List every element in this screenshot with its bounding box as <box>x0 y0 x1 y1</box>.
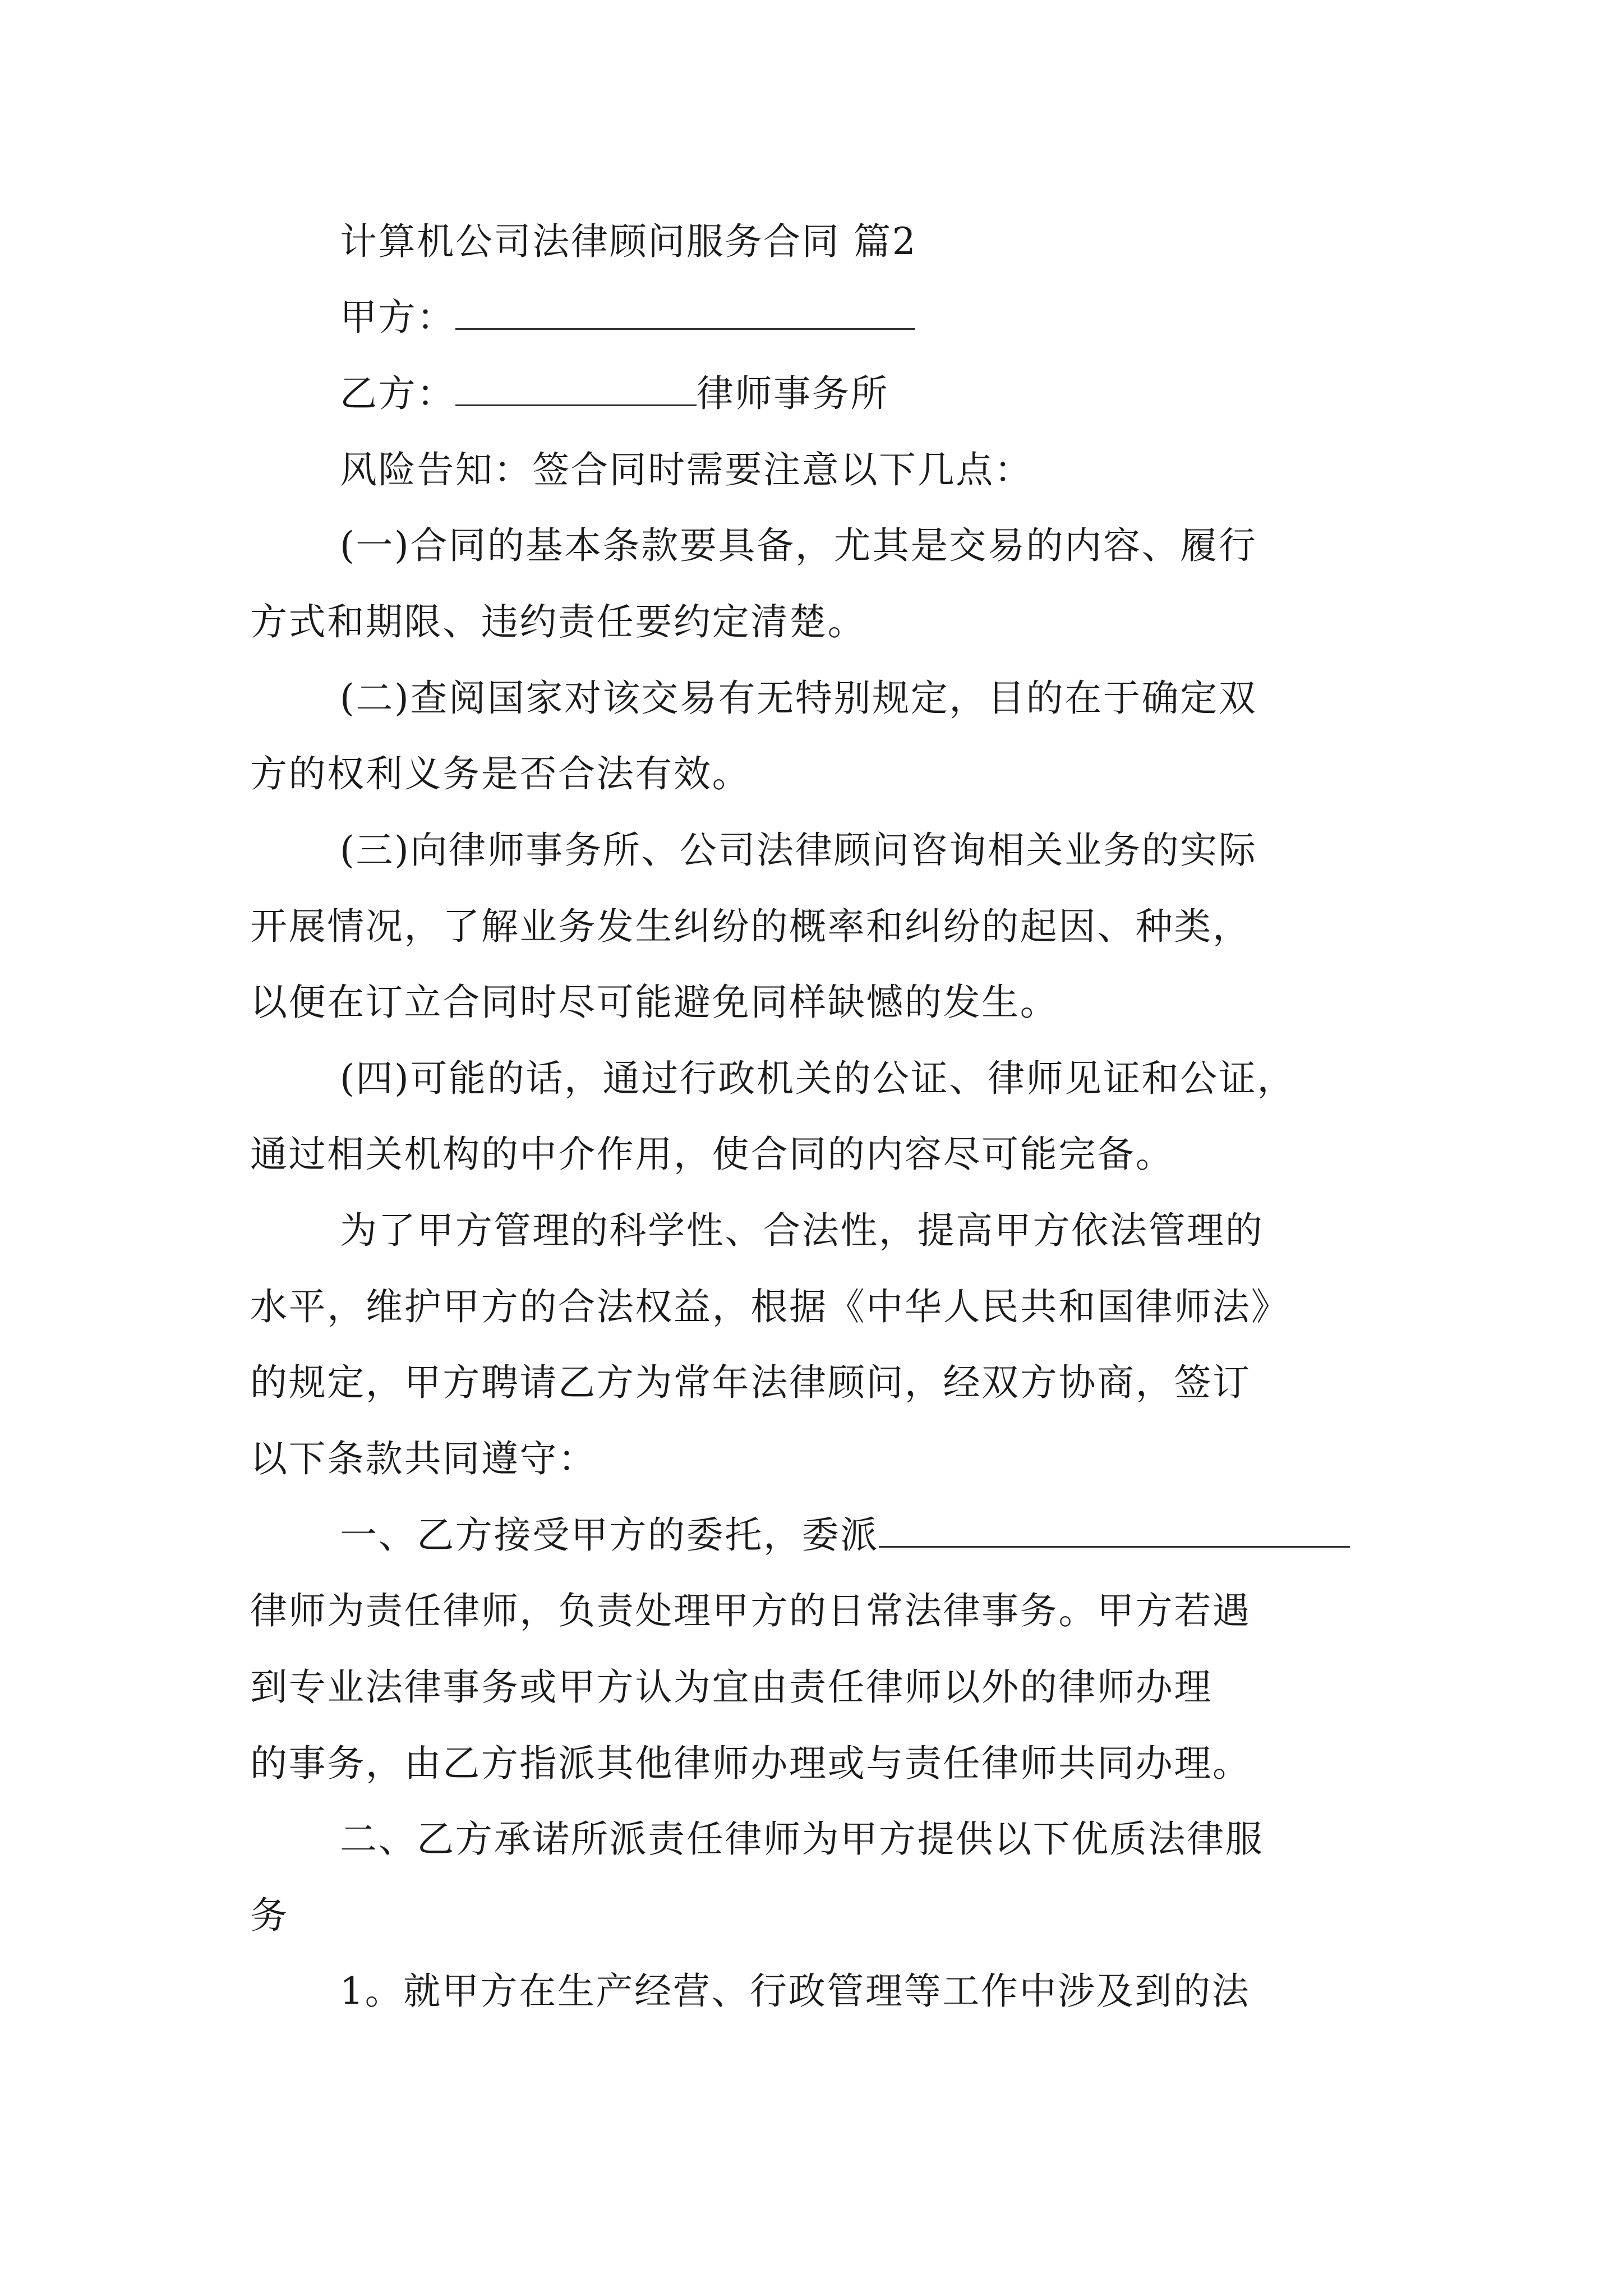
paragraph-line: 水平，维护甲方的合法权益，根据《中华人民共和国律师法》 <box>250 1285 1290 1328</box>
party-b-blank <box>455 404 697 406</box>
party-b-label: 乙方： <box>340 372 455 415</box>
paragraph-line: (三)向律师事务所、公司法律顾问咨询相关业务的实际 <box>340 829 1257 872</box>
clause-one-line <box>340 1513 1350 1557</box>
party-b-suffix: 律师事务所 <box>696 372 889 415</box>
paragraph-line: (一)合同的基本条款要具备，尤其是交易的内容、履行 <box>340 524 1257 567</box>
paragraph-line: 通过相关机构的中介作用，使合同的内容尽可能完备。 <box>250 1133 1174 1176</box>
paragraph-line: 的事务，由乙方指派其他律师办理或与责任律师共同办理。 <box>250 1742 1251 1785</box>
party-b-line <box>340 372 889 415</box>
paragraph-line: 开展情况，了解业务发生纠纷的概率和纠纷的起因、种类， <box>250 905 1251 948</box>
paragraph-line: 为了甲方管理的科学性、合法性，提高甲方依法管理的 <box>340 1209 1264 1252</box>
risk-notice <box>340 448 1033 491</box>
paragraph-line: 的规定，甲方聘请乙方为常年法律顾问，经双方协商，签订 <box>250 1361 1251 1404</box>
paragraph-line: 以便在订立合同时尽可能避免同样缺憾的发生。 <box>250 981 1059 1024</box>
paragraph-line: (二)查阅国家对该交易有无特别规定，目的在于确定双 <box>340 677 1257 720</box>
paragraph-line: (四)可能的话，通过行政机关的公证、律师见证和公证， <box>340 1057 1296 1100</box>
paragraph-line: 方的权利义务是否合法有效。 <box>250 752 751 795</box>
paragraph-line: 到专业法律事务或甲方认为宜由责任律师以外的律师办理 <box>250 1665 1212 1709</box>
paragraph-line: 务 <box>250 1894 289 1937</box>
risk-notice-text: 风险告知：签合同时需要注意以下几点： <box>340 448 1033 491</box>
party-a-line <box>340 296 915 339</box>
paragraph-line: 二、乙方承诺所派责任律师为甲方提供以下优质法律服 <box>340 1818 1264 1861</box>
document-title <box>340 220 917 263</box>
paragraph-line: 以下条款共同遵守： <box>250 1437 597 1480</box>
title-text: 计算机公司法律顾问服务合同 篇2 <box>340 220 917 263</box>
paragraph-line: 方式和期限、违约责任要约定清楚。 <box>250 600 866 643</box>
paragraph-line: 律师为责任律师，负责处理甲方的日常法律事务。甲方若遇 <box>250 1589 1251 1632</box>
clause-one-text: 一、乙方接受甲方的委托，委派 <box>340 1513 879 1557</box>
party-a-label: 甲方： <box>340 296 455 339</box>
party-a-blank <box>455 328 915 330</box>
paragraph-line: 1。就甲方在生产经营、行政管理等工作中涉及到的法 <box>340 1970 1251 2013</box>
lawyer-name-blank <box>879 1546 1350 1548</box>
